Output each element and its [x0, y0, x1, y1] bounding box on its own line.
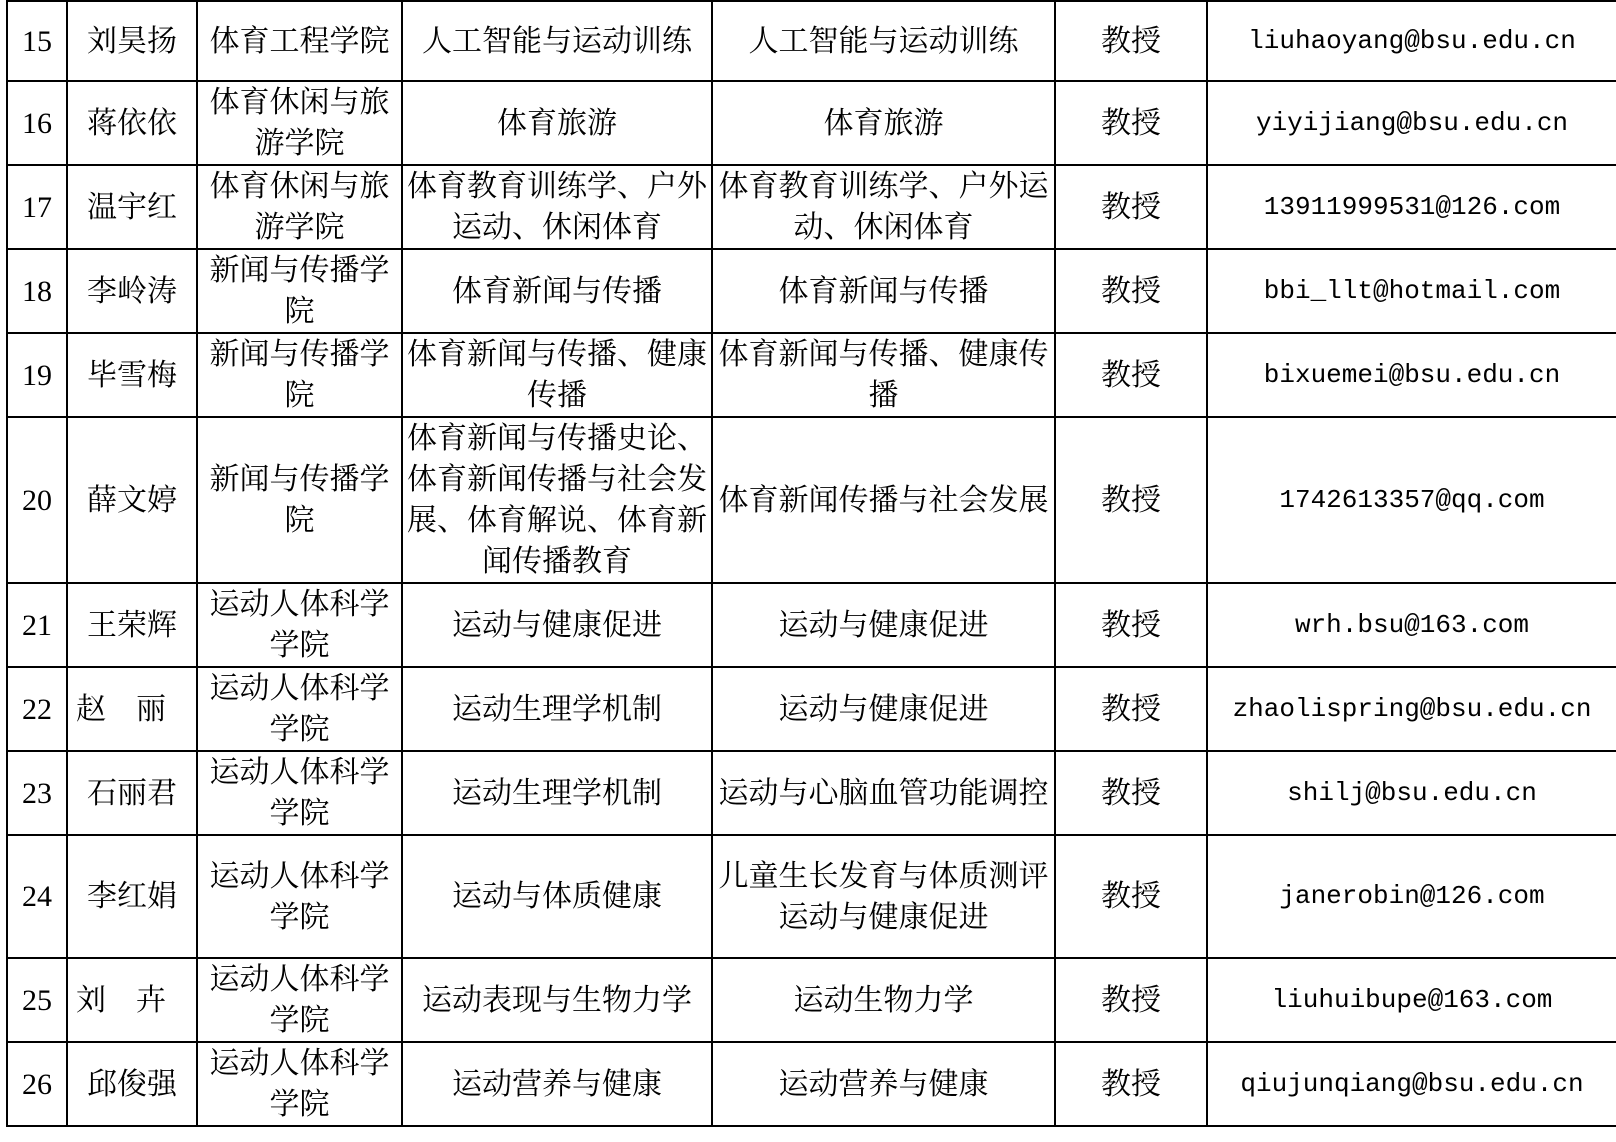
- academic-title-cell: [1055, 81, 1207, 165]
- college-name: 运动人体科学学院: [209, 671, 390, 747]
- academic-title-cell: [1055, 958, 1207, 1042]
- teacher-name: 李红娟: [87, 879, 177, 914]
- row-number-cell: [7, 1, 67, 81]
- teacher-name-cell: [67, 958, 197, 1042]
- supervision-field-cell: [712, 835, 1055, 958]
- email-address: liuhuibupe@163.com: [1271, 984, 1553, 1015]
- table-row: [7, 333, 1616, 417]
- college-name: 新闻与传播学院: [209, 337, 390, 413]
- teacher-name-cell: [67, 583, 197, 667]
- supervision-field: 体育新闻传播与社会发展: [718, 482, 1049, 518]
- research-direction-cell: [402, 667, 712, 751]
- row-number: 17: [22, 190, 52, 224]
- row-number-cell: [7, 751, 67, 835]
- research-direction-cell: [402, 165, 712, 249]
- academic-title-cell: [1055, 583, 1207, 667]
- teacher-name-cell: [67, 751, 197, 835]
- academic-title-cell: [1055, 417, 1207, 583]
- row-number: 23: [22, 776, 52, 810]
- college-name: 运动人体科学学院: [209, 962, 390, 1038]
- email-address-cell: [1207, 835, 1616, 958]
- academic-title: 教授: [1101, 982, 1161, 1018]
- teacher-name: 蒋依依: [87, 105, 177, 141]
- row-number-cell: [7, 165, 67, 249]
- email-address-cell: [1207, 667, 1616, 751]
- teacher-name: 邱俊强: [87, 1066, 177, 1102]
- row-number-cell: [7, 583, 67, 667]
- college-name: 新闻与传播学院: [209, 253, 390, 329]
- supervision-field-cell: [712, 751, 1055, 835]
- research-direction-cell: [402, 249, 712, 333]
- teacher-name-cell: [67, 417, 197, 583]
- teacher-name: 赵 丽: [76, 691, 166, 727]
- table-row: [7, 81, 1616, 165]
- research-direction-cell: [402, 417, 712, 583]
- research-direction: 体育旅游: [497, 105, 617, 141]
- email-address-cell: [1207, 583, 1616, 667]
- supervision-field: 运动与心脑血管功能调控: [718, 775, 1049, 811]
- college-name-cell: [197, 165, 402, 249]
- row-number: 16: [22, 106, 52, 140]
- teacher-name: 薛文婷: [87, 482, 177, 518]
- table-row: [7, 835, 1616, 958]
- research-direction: 运动生理学机制: [452, 691, 662, 727]
- supervision-field-cell: [712, 81, 1055, 165]
- email-address-cell: [1207, 417, 1616, 583]
- table-row: [7, 165, 1616, 249]
- academic-title-cell: [1055, 165, 1207, 249]
- research-direction: 体育新闻与传播: [452, 273, 662, 309]
- college-name-cell: [197, 249, 402, 333]
- research-direction-cell: [402, 81, 712, 165]
- supervision-field: 运动与健康促进: [778, 607, 989, 643]
- research-direction-cell: [402, 583, 712, 667]
- college-name-cell: [197, 81, 402, 165]
- email-address-cell: [1207, 958, 1616, 1042]
- row-number-cell: [7, 667, 67, 751]
- academic-title: 教授: [1101, 23, 1161, 59]
- supervision-field: 运动营养与健康: [778, 1066, 989, 1102]
- academic-title-cell: [1055, 667, 1207, 751]
- table-row: [7, 249, 1616, 333]
- teacher-name: 毕雪梅: [87, 357, 177, 393]
- row-number-cell: [7, 249, 67, 333]
- academic-title-cell: [1055, 835, 1207, 958]
- email-address: bixuemei@bsu.edu.cn: [1263, 359, 1561, 390]
- college-name-cell: [197, 333, 402, 417]
- supervision-field-cell: [712, 249, 1055, 333]
- research-direction-cell: [402, 835, 712, 958]
- academic-title: 教授: [1101, 691, 1161, 727]
- row-number: 15: [22, 24, 52, 58]
- teacher-name: 王荣辉: [87, 607, 177, 643]
- academic-title: 教授: [1101, 482, 1161, 518]
- row-number-cell: [7, 835, 67, 958]
- table-row: [7, 583, 1616, 667]
- research-direction: 体育教育训练学、户外运动、休闲体育: [407, 169, 707, 245]
- email-address: 13911999531@126.com: [1263, 191, 1561, 222]
- college-name-cell: [197, 958, 402, 1042]
- supervision-field: 体育旅游: [823, 105, 944, 141]
- email-address-cell: [1207, 751, 1616, 835]
- college-name-cell: [197, 835, 402, 958]
- research-direction-cell: [402, 958, 712, 1042]
- teacher-name-cell: [67, 333, 197, 417]
- teacher-name-cell: [67, 81, 197, 165]
- academic-title: 教授: [1101, 273, 1161, 309]
- supervision-field: 体育教育训练学、户外运动、休闲体育: [718, 169, 1049, 245]
- college-name-cell: [197, 751, 402, 835]
- research-direction: 运动生理学机制: [452, 775, 662, 811]
- college-name: 新闻与传播学院: [209, 462, 390, 538]
- email-address-cell: [1207, 333, 1616, 417]
- college-name-cell: [197, 1042, 402, 1126]
- research-direction-cell: [402, 333, 712, 417]
- academic-title-cell: [1055, 1042, 1207, 1126]
- row-number: 19: [22, 358, 52, 392]
- college-name: 体育休闲与旅游学院: [209, 169, 390, 245]
- academic-title: 教授: [1101, 1066, 1161, 1102]
- supervision-field: 人工智能与运动训练: [748, 23, 1019, 59]
- academic-title: 教授: [1101, 879, 1161, 914]
- supervision-field: 儿童生长发育与体质测评 运动与健康促进: [718, 858, 1049, 935]
- research-direction-cell: [402, 1042, 712, 1126]
- teacher-name: 石丽君: [87, 775, 177, 811]
- teacher-name-cell: [67, 1, 197, 81]
- row-number: 25: [22, 983, 52, 1017]
- email-address: shilj@bsu.edu.cn: [1287, 777, 1537, 808]
- research-direction: 运动表现与生物力学: [422, 982, 692, 1018]
- academic-title: 教授: [1101, 105, 1161, 141]
- table-row: [7, 1042, 1616, 1126]
- supervision-field: 运动与健康促进: [778, 691, 989, 727]
- email-address: qiujunqiang@bsu.edu.cn: [1240, 1068, 1584, 1099]
- email-address: zhaolispring@bsu.edu.cn: [1232, 693, 1592, 724]
- college-name-cell: [197, 583, 402, 667]
- supervision-field-cell: [712, 417, 1055, 583]
- row-number: 18: [22, 274, 52, 308]
- research-direction: 人工智能与运动训练: [422, 23, 692, 59]
- research-direction: 体育新闻与传播、健康传播: [407, 337, 707, 413]
- email-address: janerobin@126.com: [1279, 881, 1545, 911]
- email-address: 1742613357@qq.com: [1279, 484, 1545, 515]
- teacher-name-cell: [67, 249, 197, 333]
- college-name-cell: [197, 417, 402, 583]
- college-name-cell: [197, 1, 402, 81]
- research-direction-cell: [402, 751, 712, 835]
- academic-title-cell: [1055, 751, 1207, 835]
- academic-title: 教授: [1101, 189, 1161, 225]
- research-direction: 运动营养与健康: [452, 1066, 662, 1102]
- email-address-cell: [1207, 81, 1616, 165]
- table-row: [7, 417, 1616, 583]
- email-address: wrh.bsu@163.com: [1294, 609, 1530, 640]
- research-direction-cell: [402, 1, 712, 81]
- academic-title: 教授: [1101, 607, 1161, 643]
- college-name: 体育工程学院: [209, 23, 390, 59]
- row-number: 24: [22, 880, 52, 913]
- research-direction: 运动与健康促进: [452, 607, 662, 643]
- college-name: 体育休闲与旅游学院: [209, 85, 390, 161]
- row-number: 21: [22, 608, 52, 642]
- supervision-field-cell: [712, 958, 1055, 1042]
- supervision-field-cell: [712, 667, 1055, 751]
- teacher-name: 刘 卉: [76, 982, 166, 1018]
- college-name-cell: [197, 667, 402, 751]
- row-number: 26: [22, 1067, 52, 1101]
- research-direction: 体育新闻与传播史论、体育新闻传播与社会发展、体育解说、体育新闻传播教育: [407, 421, 707, 579]
- academic-title-cell: [1055, 1, 1207, 81]
- teacher-name-cell: [67, 1042, 197, 1126]
- academic-title-cell: [1055, 333, 1207, 417]
- academic-title: 教授: [1101, 775, 1161, 811]
- teacher-name-cell: [67, 165, 197, 249]
- email-address: yiyijiang@bsu.edu.cn: [1255, 107, 1569, 138]
- supervision-field: 运动生物力学: [793, 982, 974, 1018]
- supervision-field-cell: [712, 1042, 1055, 1126]
- row-number-cell: [7, 1042, 67, 1126]
- row-number-cell: [7, 417, 67, 583]
- research-direction: 运动与体质健康: [452, 879, 662, 914]
- college-name: 运动人体科学学院: [209, 587, 390, 663]
- row-number-cell: [7, 333, 67, 417]
- row-number-cell: [7, 81, 67, 165]
- college-name: 运动人体科学学院: [209, 1046, 390, 1122]
- faculty-table-body: [7, 1, 1616, 1126]
- college-name: 运动人体科学学院: [209, 858, 390, 935]
- supervision-field-cell: [712, 583, 1055, 667]
- academic-title-cell: [1055, 249, 1207, 333]
- email-address: liuhaoyang@bsu.edu.cn: [1248, 25, 1576, 56]
- teacher-name: 温宇红: [87, 189, 177, 225]
- faculty-table: [6, 0, 1616, 1127]
- email-address-cell: [1207, 1, 1616, 81]
- college-name: 运动人体科学学院: [209, 755, 390, 831]
- supervision-field-cell: [712, 165, 1055, 249]
- supervision-field: 体育新闻与传播: [778, 273, 989, 309]
- email-address-cell: [1207, 249, 1616, 333]
- academic-title: 教授: [1101, 357, 1161, 393]
- table-row: [7, 751, 1616, 835]
- supervision-field-cell: [712, 1, 1055, 81]
- teacher-name: 刘昊扬: [87, 23, 177, 59]
- email-address-cell: [1207, 165, 1616, 249]
- email-address-cell: [1207, 1042, 1616, 1126]
- row-number-cell: [7, 958, 67, 1042]
- row-number: 22: [22, 692, 52, 726]
- table-row: [7, 667, 1616, 751]
- teacher-name-cell: [67, 835, 197, 958]
- table-row: [7, 958, 1616, 1042]
- table-row: [7, 1, 1616, 81]
- teacher-name: 李岭涛: [87, 273, 177, 309]
- supervision-field: 体育新闻与传播、健康传播: [718, 337, 1049, 413]
- teacher-name-cell: [67, 667, 197, 751]
- supervision-field-cell: [712, 333, 1055, 417]
- row-number: 20: [22, 483, 52, 517]
- email-address: bbi_llt@hotmail.com: [1263, 275, 1561, 306]
